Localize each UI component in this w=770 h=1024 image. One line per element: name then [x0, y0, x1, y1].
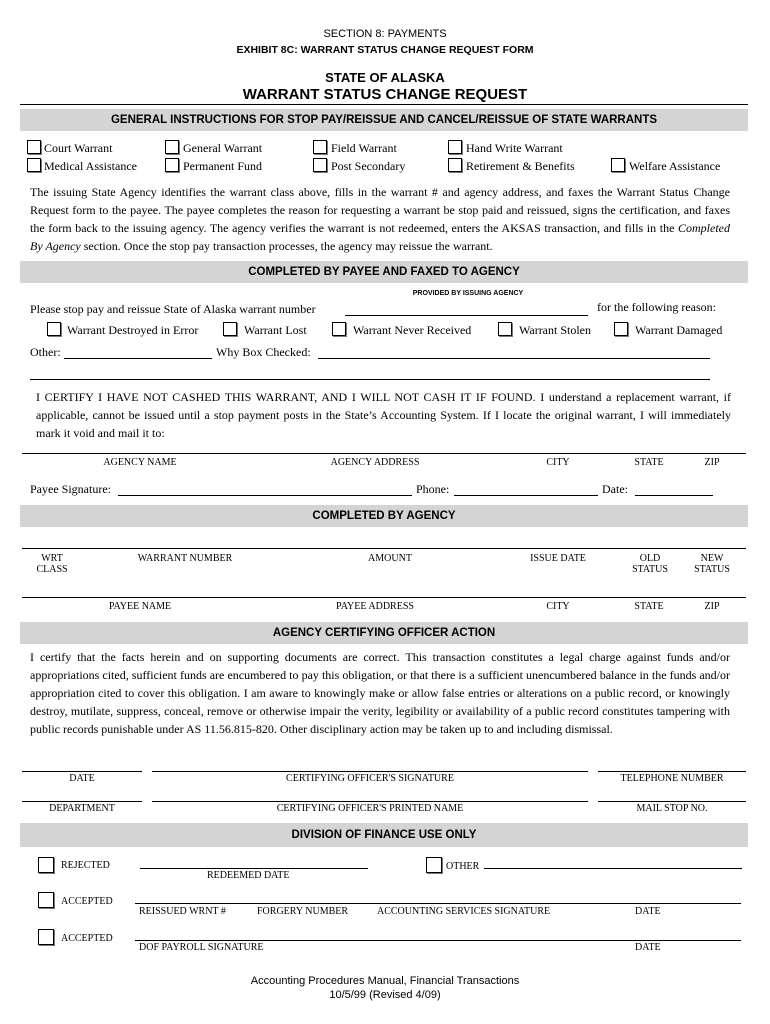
- payee-band: COMPLETED BY PAYEE AND FAXED TO AGENCY: [20, 261, 748, 283]
- agency-band: COMPLETED BY AGENCY: [20, 505, 748, 527]
- payee-signature-field[interactable]: [118, 495, 412, 496]
- payee-state-col: STATE: [634, 601, 664, 612]
- payee-certification-text: I CERTIFY I HAVE NOT CASHED THIS WARRANT, AND I WILL NOT CASH IT IF FOUND. I understand a replacement warrant, if applicable, cannot be issued until a stop payment posts in the State’s Accounting System. If I locate the original warrant, I will immediately mark it void and mail it to:: [36, 390, 731, 440]
- department-field[interactable]: [22, 801, 142, 802]
- accounting-services-signature-label: ACCOUNTING SERVICES SIGNATURE: [377, 906, 551, 917]
- payee-signature-label: Payee Signature:: [30, 482, 111, 496]
- state-heading: STATE OF ALASKA: [325, 70, 445, 85]
- instructions-paragraph: The issuing State Agency identifies the warrant class above, fills in the warrant # and agency address, and faxes the Warrant Status Change Request form to the payee. The payee completes the reason for requesting a warrant be stop paid and reissued, signs the certification, and faxes the form back to the issuing agency. The agency verifies the warrant is not redeemed, enters the AKSAS transaction, and fills in the Completed By Agency section. Once the stop pay transaction processes, the agency may reissue the warrant.: [30, 185, 730, 253]
- certifying-officer-text: I certify that the facts herein and on supporting documents are correct. This transaction constitutes a legal charge against funds and/or appropriations cited, sufficient funds are encumbered to pay this obligation, or that there is a sufficient unencumbered balance in the funds and/or appropriation cited to cover this obligation. I am aware to knowingly make or allow false entries or alterations on a public record, or knowingly destroy, mutilate, suppress, conceal, remove or otherwise impair the verity, legibility or availability of a public record constitutes tampering with public records punishable under AS 11.56.815-820. Other disciplinary action may be taken up to and including dismissal.: [30, 650, 730, 736]
- forgery-number-label: FORGERY NUMBER: [257, 906, 349, 917]
- wrt-class-col: WRT CLASS: [36, 553, 68, 575]
- hand-write-warrant-label: Hand Write Warrant: [466, 141, 563, 155]
- mail-to-address-field[interactable]: [22, 453, 746, 454]
- other-field[interactable]: [64, 358, 212, 359]
- other-finance-field[interactable]: [484, 868, 742, 869]
- amount-col: AMOUNT: [368, 553, 412, 564]
- permanent-fund-label: Permanent Fund: [183, 159, 262, 173]
- why-box-checked-line-2[interactable]: [30, 379, 710, 380]
- payee-city-col: CITY: [546, 601, 570, 612]
- reissued-warrant-label: REISSUED WRNT #: [139, 906, 226, 917]
- warrant-lost-label: Warrant Lost: [244, 323, 307, 337]
- agency-city-col: CITY: [546, 457, 570, 468]
- telephone-field[interactable]: [598, 771, 746, 772]
- redeemed-date-label: REDEEMED DATE: [207, 870, 290, 881]
- payee-name-col: PAYEE NAME: [108, 601, 172, 612]
- department-label: DEPARTMENT: [49, 803, 115, 814]
- welfare-assistance-label: Welfare Assistance: [629, 159, 721, 173]
- agency-zip-col: ZIP: [704, 457, 720, 468]
- cert-date-field[interactable]: [22, 771, 142, 772]
- warrant-stolen-checkbox[interactable]: [498, 322, 512, 336]
- completed-by-agency-ref: Completed By Agency: [30, 221, 730, 253]
- phone-field[interactable]: [454, 495, 598, 496]
- agency-address-col: AGENCY ADDRESS: [330, 457, 420, 468]
- welfare-assistance-checkbox[interactable]: [611, 158, 625, 172]
- warrant-damaged-checkbox[interactable]: [614, 322, 628, 336]
- payee-address-col: PAYEE ADDRESS: [336, 601, 414, 612]
- footer-revision: 10/5/99 (Revised 4/09): [329, 989, 441, 1001]
- officer-signature-label: CERTIFYING OFFICER'S SIGNATURE: [286, 773, 454, 784]
- accepted-label-2: ACCEPTED: [61, 933, 113, 944]
- issue-date-col: ISSUE DATE: [530, 553, 586, 564]
- form-title: WARRANT STATUS CHANGE REQUEST: [242, 86, 528, 103]
- court-warrant-label: Court Warrant: [44, 141, 113, 155]
- warrant-detail-field[interactable]: [22, 548, 746, 549]
- provided-by-agency-note: PROVIDED BY ISSUING AGENCY: [412, 290, 524, 297]
- date-label: Date:: [602, 482, 628, 496]
- warrant-damaged-label: Warrant Damaged: [635, 323, 723, 337]
- post-secondary-label: Post Secondary: [331, 159, 406, 173]
- other-finance-checkbox[interactable]: [426, 857, 442, 873]
- stop-pay-request-text: Please stop pay and reissue State of Alaska warrant number: [30, 302, 316, 316]
- other-label: Other:: [30, 345, 61, 359]
- title-rule: [20, 104, 748, 105]
- medical-assistance-label: Medical Assistance: [44, 159, 137, 173]
- new-status-col: NEW STATUS: [694, 553, 730, 575]
- section-heading: SECTION 8: PAYMENTS: [323, 28, 447, 40]
- officer-printed-name-field[interactable]: [152, 801, 588, 802]
- exhibit-heading: EXHIBIT 8C: WARRANT STATUS CHANGE REQUEST FORM: [236, 44, 534, 56]
- dof-payroll-signature-label: DOF PAYROLL SIGNATURE: [139, 942, 264, 953]
- post-secondary-checkbox[interactable]: [313, 158, 327, 172]
- general-warrant-label: General Warrant: [183, 141, 263, 155]
- old-status-col: OLD STATUS: [632, 553, 668, 575]
- mail-stop-field[interactable]: [598, 801, 746, 802]
- agency-state-col: STATE: [634, 457, 664, 468]
- agency-name-col: AGENCY NAME: [103, 457, 177, 468]
- warrant-never-received-label: Warrant Never Received: [353, 323, 472, 337]
- phone-label: Phone:: [416, 482, 450, 496]
- payee-date-field[interactable]: [635, 495, 713, 496]
- cert-date-label: DATE: [69, 773, 95, 784]
- medical-assistance-checkbox[interactable]: [27, 158, 41, 172]
- hand-write-warrant-checkbox[interactable]: [448, 140, 462, 154]
- warrant-stolen-label: Warrant Stolen: [519, 323, 592, 337]
- general-instructions-band: GENERAL INSTRUCTIONS FOR STOP PAY/REISSUE AND CANCEL/REISSUE OF STATE WARRANTS: [20, 109, 748, 131]
- retirement-benefits-checkbox[interactable]: [448, 158, 462, 172]
- court-warrant-checkbox[interactable]: [27, 140, 41, 154]
- field-warrant-label: Field Warrant: [331, 141, 397, 155]
- why-box-checked-field[interactable]: [318, 358, 710, 359]
- payee-zip-col: ZIP: [704, 601, 720, 612]
- warrant-never-received-checkbox[interactable]: [332, 322, 346, 336]
- general-warrant-checkbox[interactable]: [165, 140, 179, 154]
- other-finance-label: OTHER: [446, 861, 480, 872]
- certifying-officer-band: AGENCY CERTIFYING OFFICER ACTION: [20, 622, 748, 644]
- accepted-checkbox-2[interactable]: [38, 929, 54, 945]
- officer-printed-name-label: CERTIFYING OFFICER'S PRINTED NAME: [276, 803, 464, 814]
- retirement-benefits-label: Retirement & Benefits: [466, 159, 575, 173]
- field-warrant-checkbox[interactable]: [313, 140, 327, 154]
- redeemed-date-field[interactable]: [140, 868, 368, 869]
- payee-detail-field[interactable]: [22, 597, 746, 598]
- rejected-checkbox[interactable]: [38, 857, 54, 873]
- accepted-1-date-label: DATE: [635, 906, 661, 917]
- permanent-fund-checkbox[interactable]: [165, 158, 179, 172]
- telephone-label: TELEPHONE NUMBER: [620, 773, 724, 784]
- accepted-2-date-label: DATE: [635, 942, 661, 953]
- warrant-destroyed-label: Warrant Destroyed in Error: [67, 323, 199, 337]
- accepted-1-field[interactable]: [135, 903, 741, 904]
- warrant-number-col: WARRANT NUMBER: [137, 553, 233, 564]
- rejected-label: REJECTED: [61, 860, 110, 871]
- mail-stop-label: MAIL STOP NO.: [636, 803, 708, 814]
- accepted-checkbox-1[interactable]: [38, 892, 54, 908]
- officer-signature-field[interactable]: [152, 771, 588, 772]
- accepted-label-1: ACCEPTED: [61, 896, 113, 907]
- why-box-checked-label: Why Box Checked:: [216, 345, 311, 359]
- warrant-lost-checkbox[interactable]: [223, 322, 237, 336]
- warrant-number-field[interactable]: [345, 315, 588, 316]
- reason-text: for the following reason:: [597, 300, 716, 314]
- warrant-destroyed-checkbox[interactable]: [47, 322, 61, 336]
- footer-manual: Accounting Procedures Manual, Financial Transactions: [250, 975, 520, 987]
- accepted-2-field[interactable]: [135, 940, 741, 941]
- finance-band: DIVISION OF FINANCE USE ONLY: [20, 823, 748, 847]
